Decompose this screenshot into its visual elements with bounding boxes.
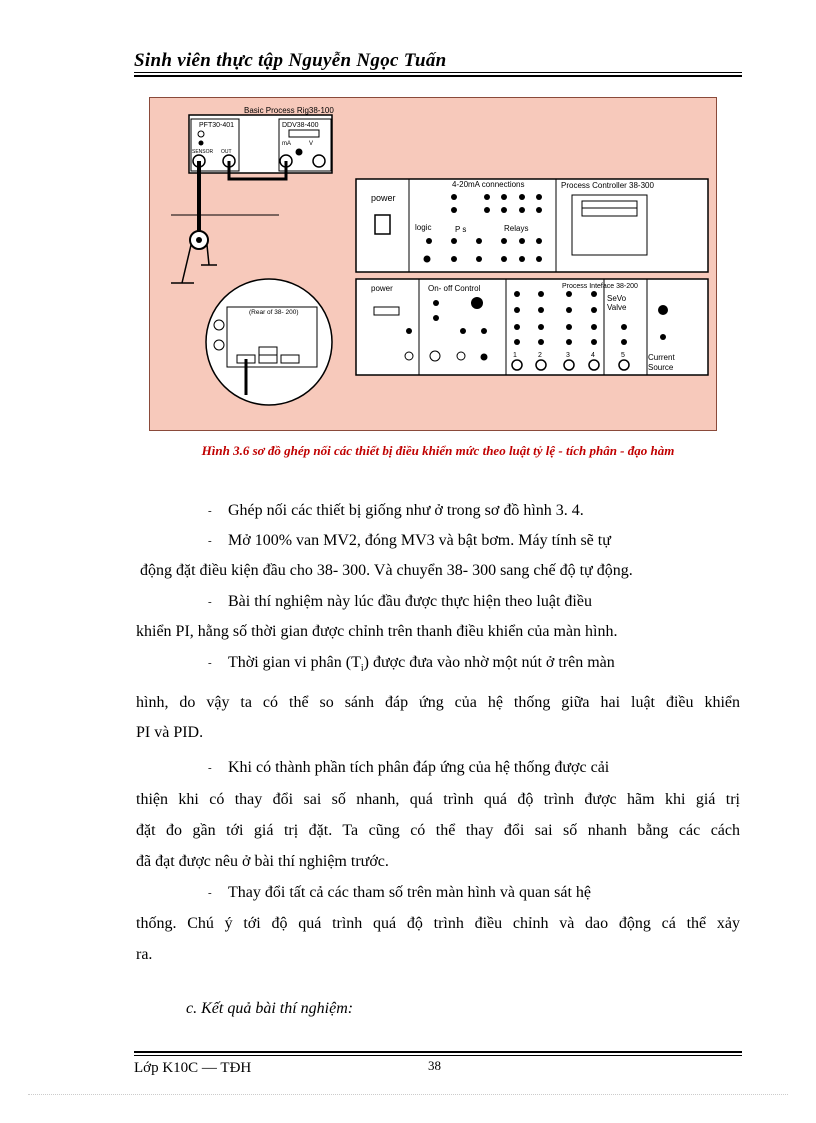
label-ps: P s (455, 225, 467, 234)
label-interface: Process Inteface 38-200 (562, 283, 638, 290)
label-n1: 1 (513, 352, 517, 359)
figure-diagram (149, 97, 717, 431)
paragraph-line: ) được đưa vào nhờ một nút ở trên màn (363, 654, 615, 671)
bullet: - (208, 596, 212, 609)
paragraph-line: đặt đo gần tới giá trị đặt. Ta cũng có thể thay đổi sai số nhanh bằng các cách (136, 822, 740, 839)
paragraph-line: đã đạt được nêu ở bài thí nghiệm trước. (136, 853, 389, 870)
label-current: Current (648, 353, 675, 362)
paragraph-line: thiện khi có thay đổi sai số nhanh, quá trình quá độ trình được hãm khi giá trị (136, 791, 740, 808)
bullet: - (208, 505, 212, 518)
paragraph-line: ra. (136, 946, 153, 963)
label-power-2: power (371, 284, 393, 293)
footer-rule-thin (134, 1055, 742, 1056)
label-sensor: SENSOR (192, 149, 214, 155)
label-n3: 3 (566, 352, 570, 359)
label-v: V (309, 141, 314, 147)
label-n4: 4 (591, 352, 595, 359)
paragraph-line: PI và PID. (136, 724, 204, 741)
paragraph-line: hình, do vậy ta có thể so sánh đáp ứng của hệ thống giữa hai luật điều khiển (136, 694, 740, 711)
label-rear: (Rear of 38- 200) (249, 309, 299, 316)
page-number: 38 (428, 1058, 441, 1073)
subscript: i (360, 663, 364, 675)
label-ma: mA (282, 141, 291, 147)
figure-caption: Hình 3.6 sơ đồ ghép nối các thiết bị điều khiển mức theo luật tỷ lệ - tích phân - đạo hàm (201, 443, 675, 458)
label-relays: Relays (504, 224, 529, 233)
label-basic-process: Basic Process Rig38-100 (244, 106, 334, 115)
paragraph-line: Mở 100% van MV2, đóng MV3 và bật bơm. Máy tính sẽ tự (228, 532, 611, 549)
paragraph-line: Thời gian vi phân (T (228, 654, 361, 671)
label-source: Source (648, 363, 674, 372)
paragraph-line: Ghép nối các thiết bị giống như ở trong sơ đồ hình 3. 4. (228, 502, 584, 519)
footer-class: Lớp K10C — TĐH (134, 1060, 252, 1076)
results-heading: c. Kết quả bài thí nghiệm: (186, 1000, 354, 1017)
label-n5: 5 (621, 352, 625, 359)
page-header-title: Sinh viên thực tập Nguyễn Ngọc Tuấn (134, 50, 447, 71)
bullet: - (208, 657, 212, 670)
bullet: - (208, 535, 212, 548)
footer-rule (134, 1051, 742, 1053)
bullet: - (208, 762, 212, 775)
header-rule-thick (134, 75, 742, 77)
label-out: OUT (221, 149, 232, 155)
paragraph-line: Khi có thành phần tích phân đáp ứng của hệ thống được cải (228, 759, 610, 776)
label-pft: PFT30-401 (199, 122, 235, 129)
header-rule (134, 72, 742, 73)
label-power-1: power (371, 193, 396, 203)
page-bottom-border (28, 1094, 788, 1095)
paragraph-line: Thay đổi tất cả các tham số trên màn hình và quan sát hệ (228, 884, 591, 901)
paragraph-line: thống. Chú ý tới độ quá trình quá độ trình điều chỉnh và dao động cá thể xảy (136, 915, 740, 932)
label-n2: 2 (538, 352, 542, 359)
label-valve: Valve (607, 303, 627, 312)
label-connections: 4-20mA connections (452, 180, 525, 189)
label-onoff: On- off Control (428, 284, 481, 293)
paragraph-line: động đặt điều kiện đầu cho 38- 300. Và chuyển 38- 300 sang chế độ tự động. (140, 562, 633, 579)
label-process-controller: Process Controller 38-300 (561, 181, 654, 190)
label-ddv: DDV38-400 (282, 122, 319, 129)
label-logic: logic (415, 223, 432, 232)
bullet: - (208, 887, 212, 900)
label-servo: SeVo (607, 294, 627, 303)
paragraph-line: khiển PI, hằng số thời gian được chỉnh trên thanh điều khiển của màn hình. (136, 623, 618, 640)
paragraph-line: Bài thí nghiệm này lúc đầu được thực hiện theo luật điều (228, 593, 592, 610)
